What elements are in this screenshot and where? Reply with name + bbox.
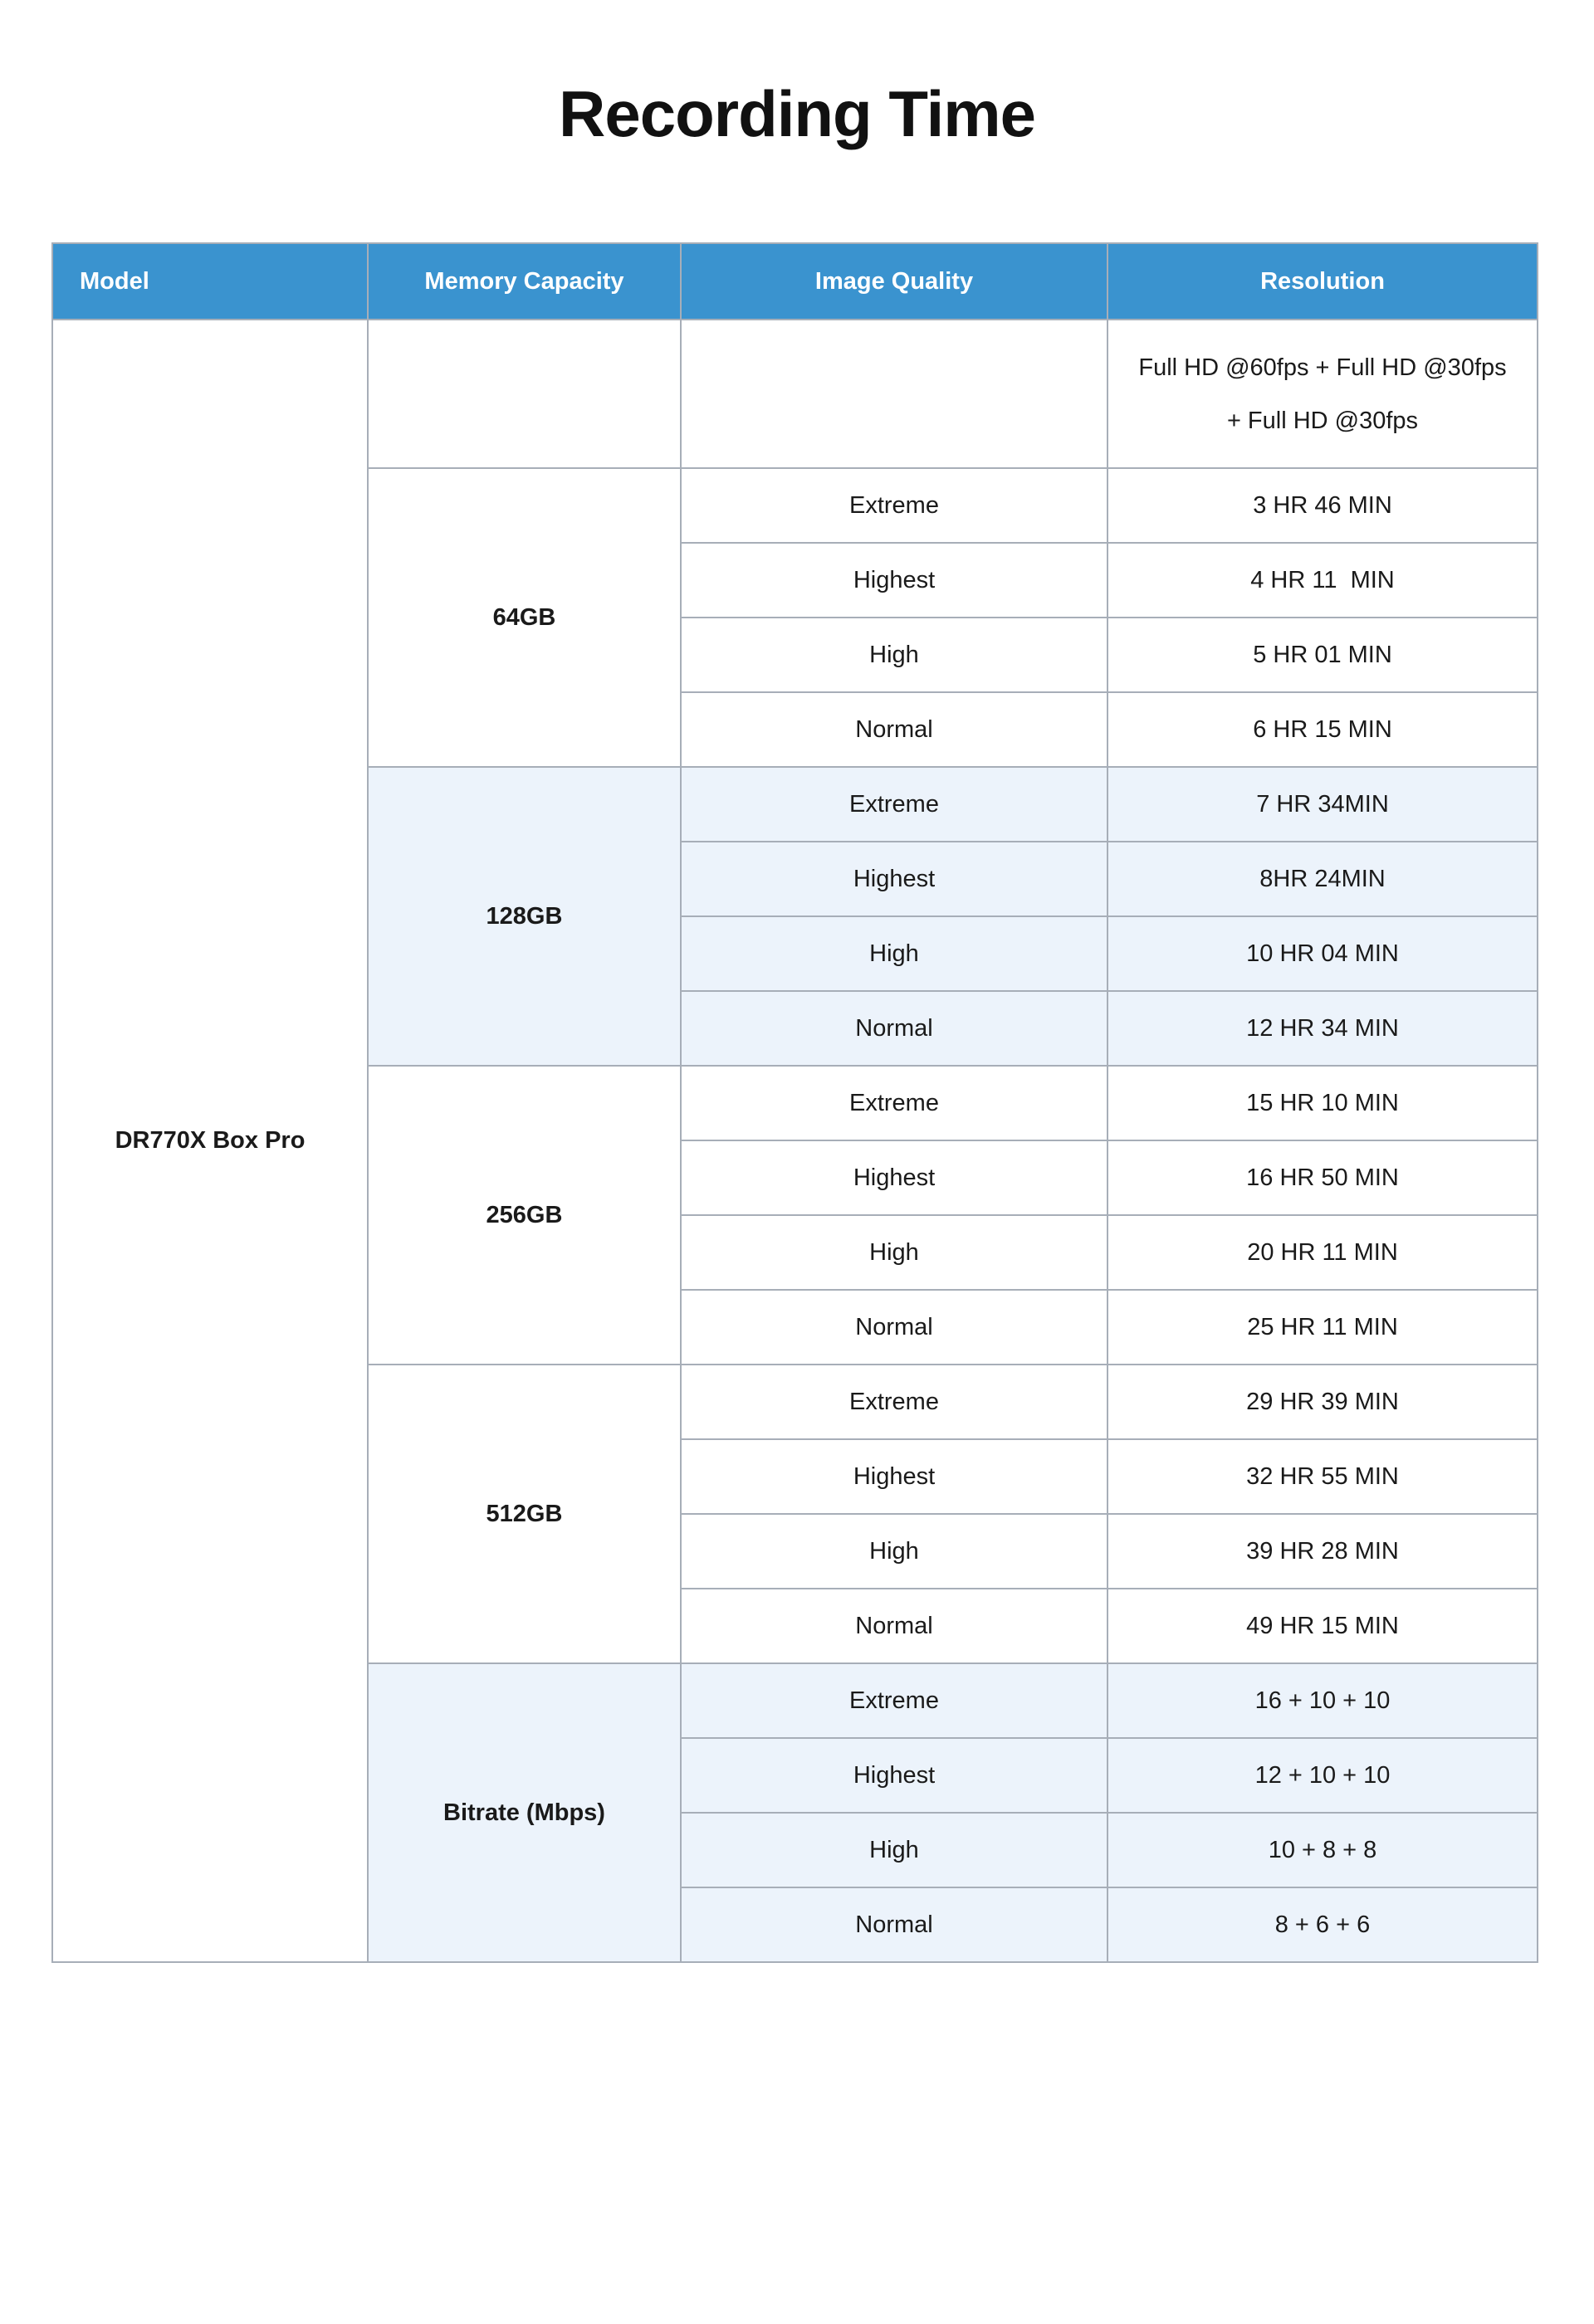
image-quality-cell: High bbox=[681, 916, 1107, 991]
resolution-spec-line-1: Full HD @60fps + Full HD @30fps bbox=[1138, 354, 1507, 381]
recording-time-cell: 8 + 6 + 6 bbox=[1107, 1887, 1538, 1962]
table-body bbox=[52, 320, 1538, 1962]
header-model: Model bbox=[52, 243, 368, 320]
memory-capacity-cell: 512GB bbox=[368, 1365, 681, 1663]
model-cell: DR770X Box Pro bbox=[52, 320, 368, 1962]
recording-time-cell: 12 + 10 + 10 bbox=[1107, 1738, 1538, 1813]
empty-quality-cell bbox=[681, 320, 1107, 468]
memory-capacity-cell: 64GB bbox=[368, 468, 681, 767]
recording-time-cell: 32 HR 55 MIN bbox=[1107, 1439, 1538, 1514]
image-quality-cell: Highest bbox=[681, 842, 1107, 916]
image-quality-cell: Highest bbox=[681, 543, 1107, 618]
recording-time-cell: 10 + 8 + 8 bbox=[1107, 1813, 1538, 1887]
memory-capacity-cell: 128GB bbox=[368, 767, 681, 1066]
recording-time-cell: 3 HR 46 MIN bbox=[1107, 468, 1538, 543]
image-quality-cell: Extreme bbox=[681, 1066, 1107, 1140]
image-quality-cell: Highest bbox=[681, 1738, 1107, 1813]
recording-time-cell: 6 HR 15 MIN bbox=[1107, 692, 1538, 767]
recording-time-cell: 5 HR 01 MIN bbox=[1107, 618, 1538, 692]
image-quality-cell: Extreme bbox=[681, 1663, 1107, 1738]
memory-capacity-cell: Bitrate (Mbps) bbox=[368, 1663, 681, 1962]
image-quality-cell: Highest bbox=[681, 1439, 1107, 1514]
image-quality-cell: Highest bbox=[681, 1140, 1107, 1215]
image-quality-cell: High bbox=[681, 1215, 1107, 1290]
memory-capacity-cell: 256GB bbox=[368, 1066, 681, 1365]
page-title: Recording Time bbox=[558, 77, 1035, 150]
image-quality-cell: High bbox=[681, 1514, 1107, 1589]
resolution-spec-cell bbox=[1107, 320, 1538, 468]
image-quality-cell: Normal bbox=[681, 692, 1107, 767]
table-header-row bbox=[52, 243, 1538, 320]
image-quality-cell: Normal bbox=[681, 1290, 1107, 1365]
recording-time-cell: 20 HR 11 MIN bbox=[1107, 1215, 1538, 1290]
image-quality-cell: High bbox=[681, 618, 1107, 692]
image-quality-cell: Extreme bbox=[681, 767, 1107, 842]
recording-time-cell: 49 HR 15 MIN bbox=[1107, 1589, 1538, 1663]
image-quality-cell: Normal bbox=[681, 1887, 1107, 1962]
recording-time-cell: 8HR 24MIN bbox=[1107, 842, 1538, 916]
header-resolution: Resolution bbox=[1107, 243, 1538, 320]
recording-time-cell: 29 HR 39 MIN bbox=[1107, 1365, 1538, 1439]
recording-time-cell: 39 HR 28 MIN bbox=[1107, 1514, 1538, 1589]
recording-time-cell: 4 HR 11 MIN bbox=[1107, 543, 1538, 618]
recording-time-cell: 16 HR 50 MIN bbox=[1107, 1140, 1538, 1215]
image-quality-cell: Extreme bbox=[681, 468, 1107, 543]
empty-memory-cell bbox=[368, 320, 681, 468]
recording-time-cell: 25 HR 11 MIN bbox=[1107, 1290, 1538, 1365]
resolution-subheader-row bbox=[52, 320, 1538, 468]
recording-time-cell: 15 HR 10 MIN bbox=[1107, 1066, 1538, 1140]
image-quality-cell: Normal bbox=[681, 1589, 1107, 1663]
image-quality-cell: Normal bbox=[681, 991, 1107, 1066]
header-image-quality: Image Quality bbox=[681, 243, 1107, 320]
recording-time-table bbox=[51, 242, 1538, 1963]
recording-time-cell: 16 + 10 + 10 bbox=[1107, 1663, 1538, 1738]
image-quality-cell: High bbox=[681, 1813, 1107, 1887]
header-memory-capacity: Memory Capacity bbox=[368, 243, 681, 320]
resolution-spec-line-2: + Full HD @30fps bbox=[1226, 407, 1419, 434]
image-quality-cell: Extreme bbox=[681, 1365, 1107, 1439]
recording-time-cell: 10 HR 04 MIN bbox=[1107, 916, 1538, 991]
recording-time-cell: 7 HR 34MIN bbox=[1107, 767, 1538, 842]
recording-time-cell: 12 HR 34 MIN bbox=[1107, 991, 1538, 1066]
